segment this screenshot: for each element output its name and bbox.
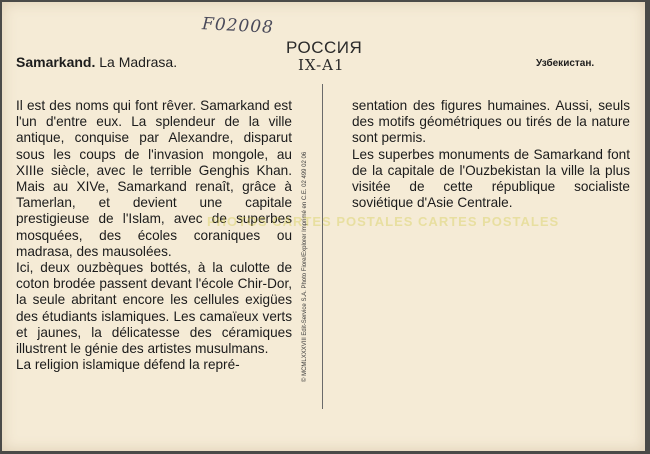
text-column-left xyxy=(16,98,292,373)
stamp-code: IX-A1 xyxy=(298,56,345,74)
text-column-right xyxy=(352,98,630,211)
stamp-country: РОССИЯ xyxy=(286,38,363,57)
center-divider xyxy=(322,84,323,409)
left-paragraph-2: Ici, deux ouzbèques bottés, à la culotte de coton brodée passent devant l'école Chir-Dor, la seule abritant encore les cellules exigües des étudiants islamiques. Les camaïeux verts et jaunes, la délicatesse des céramiques illustrent le génie des artistes musulmans. xyxy=(16,260,292,357)
left-paragraph-1: Il est des noms qui font rêver. Samarkand est l'un d'entre eux. La splendeur de la ville antique, conquise par Alexandre, disparut sous les coups de l'invasion mongole, au XIIIe siècle, avec le terrible Genghis Khan. Mais au XIVe, Samarkand renaît, grâce à Tamerlan, et devient une capitale prestigieuse de l'Islam, avec de superbes mosquées, des écoles coraniques ou madrasa, des mausolées. xyxy=(16,98,292,259)
left-paragraph-3: La religion islamique défend la repré- xyxy=(16,357,240,373)
right-paragraph-2: Les superbes monuments de Samarkand font de la capitale de l'Ouzbekistan la ville la plus visitée de cette république socialiste soviétique d'Asie Centrale. xyxy=(352,146,630,211)
printer-info: © MCMLXXXVIII Edit-Service S.A. Photo Fiore/Explorer Imprimé en C.E. 02 499 02 06 xyxy=(302,151,308,382)
postcard-back xyxy=(2,2,645,451)
watermark: PHOTOS CARTES POSTALES CARTES POSTALES xyxy=(207,214,560,229)
handwritten-reference: F02008 xyxy=(201,14,275,38)
right-paragraph-1: sentation des figures humaines. Aussi, seuls des motifs géométriques ou tirés de la nature sont permis. xyxy=(352,98,630,146)
region-label: Узбекистан. xyxy=(536,58,595,69)
caption-place: Samarkand. xyxy=(16,54,96,70)
postcard-caption xyxy=(16,54,177,70)
caption-subject: La Madrasa. xyxy=(99,54,178,70)
